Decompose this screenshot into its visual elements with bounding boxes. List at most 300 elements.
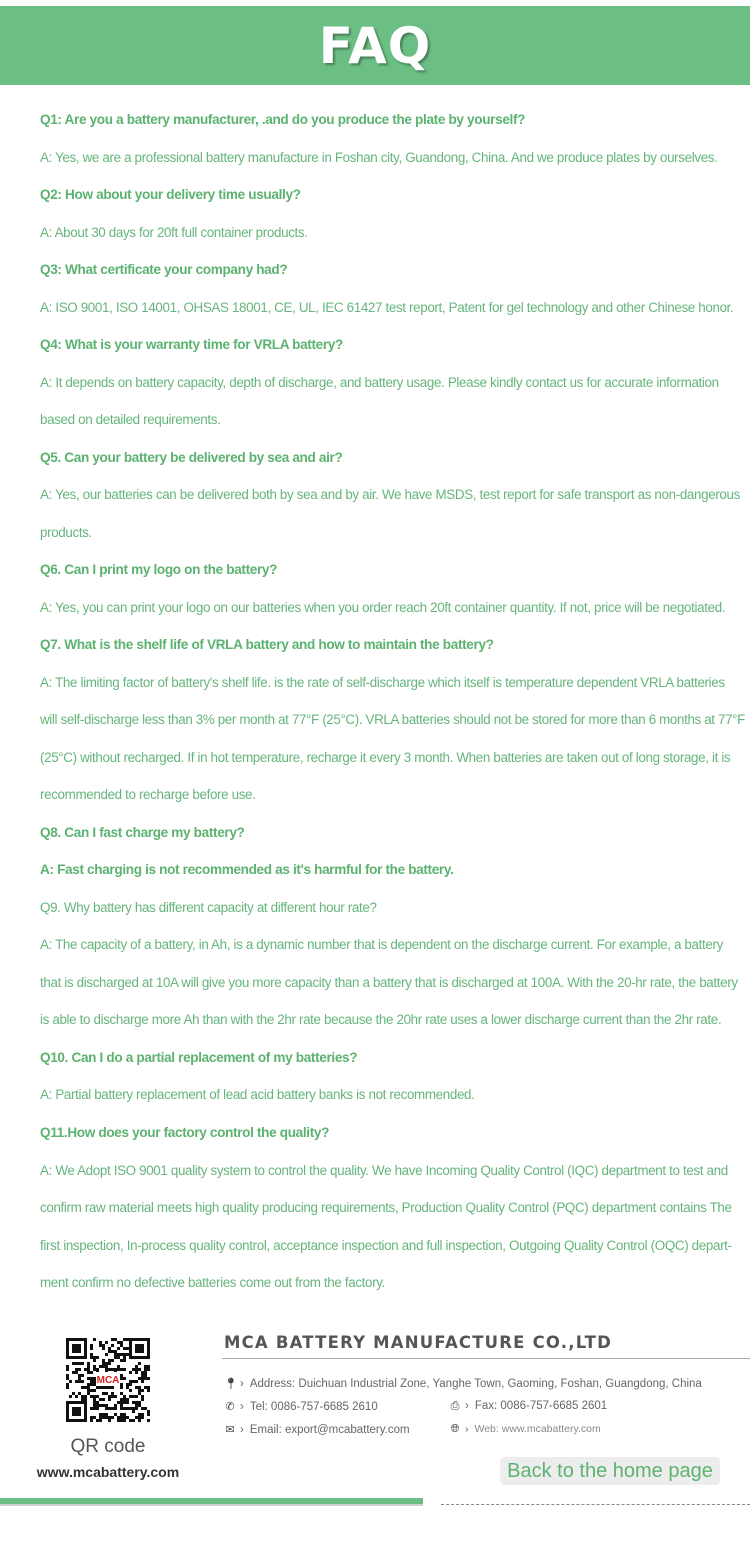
qr-module	[120, 1368, 123, 1371]
qr-module	[111, 1395, 114, 1398]
faq-answer: A: Yes, our batteries can be delivered both by sea and by air. We have MSDS, test report for safe transport as non-dangerous	[40, 487, 740, 502]
qr-module	[96, 1386, 99, 1389]
qr-module	[135, 1404, 138, 1407]
qr-module	[123, 1356, 126, 1359]
faq-answer: ment confirm no defective batteries come out from the factory.	[40, 1275, 385, 1290]
qr-module	[93, 1389, 96, 1392]
qr-module	[123, 1419, 126, 1422]
qr-module	[123, 1359, 126, 1362]
qr-module	[90, 1419, 93, 1422]
qr-module	[147, 1365, 150, 1368]
qr-module	[114, 1395, 117, 1398]
qr-module	[84, 1398, 87, 1401]
qr-module	[138, 1392, 141, 1395]
faq-answer: A: It depends on battery capacity, depth of discharge, and battery usage. Please kindly contact us for accurate information	[40, 375, 719, 390]
qr-module	[147, 1386, 150, 1389]
qr-module	[135, 1365, 138, 1368]
fax-row: ⎙ › Fax: 0086-757-6685 2601	[450, 1400, 608, 1412]
qr-module	[126, 1398, 129, 1401]
qr-module	[138, 1362, 141, 1365]
fax-icon: ⎙	[450, 1400, 460, 1412]
qr-module	[90, 1389, 93, 1392]
phone-icon: ✆	[225, 1401, 235, 1413]
qr-module	[123, 1353, 126, 1356]
qr-module	[93, 1365, 96, 1368]
qr-module	[129, 1383, 132, 1386]
qr-module	[126, 1347, 129, 1350]
qr-module	[96, 1356, 99, 1359]
qr-module	[90, 1347, 93, 1350]
footer-dashed-divider	[441, 1504, 750, 1505]
qr-module	[99, 1419, 102, 1422]
qr-module	[84, 1368, 87, 1371]
qr-module	[87, 1389, 90, 1392]
qr-module	[111, 1368, 114, 1371]
qr-module	[93, 1383, 96, 1386]
faq-question: Q1: Are you a battery manufacturer, .and do you produce the plate by yourself?	[40, 112, 526, 127]
qr-module	[123, 1338, 126, 1341]
qr-module	[99, 1386, 102, 1389]
qr-module	[105, 1386, 108, 1389]
qr-module	[117, 1416, 120, 1419]
qr-module	[132, 1380, 135, 1383]
qr-module	[90, 1395, 93, 1398]
qr-module	[123, 1407, 126, 1410]
qr-module	[102, 1398, 105, 1401]
qr-module	[120, 1383, 123, 1386]
qr-module	[141, 1416, 144, 1419]
qr-module	[135, 1380, 138, 1383]
qr-module	[111, 1344, 114, 1347]
qr-module	[114, 1356, 117, 1359]
qr-module	[72, 1392, 75, 1395]
qr-module	[117, 1341, 120, 1344]
qr-module	[108, 1419, 111, 1422]
website-link[interactable]: www.mcabattery.com	[36, 1464, 180, 1480]
qr-module	[120, 1419, 123, 1422]
faq-question: Q6. Can I print my logo on the battery?	[40, 562, 278, 577]
qr-module	[81, 1395, 84, 1398]
faq-question: Q4: What is your warranty time for VRLA battery?	[40, 337, 343, 352]
qr-module	[123, 1395, 126, 1398]
qr-module	[90, 1377, 93, 1380]
qr-module	[138, 1389, 141, 1392]
faq-question: A: Fast charging is not recommended as it's harmful for the battery.	[40, 862, 454, 877]
qr-module	[114, 1368, 117, 1371]
qr-module	[102, 1413, 105, 1416]
qr-module	[120, 1407, 123, 1410]
qr-module	[138, 1386, 141, 1389]
qr-module	[78, 1362, 81, 1365]
qr-module	[90, 1371, 93, 1374]
qr-module	[141, 1395, 144, 1398]
qr-module	[90, 1416, 93, 1419]
qr-module	[105, 1404, 108, 1407]
qr-module	[105, 1407, 108, 1410]
qr-module	[141, 1374, 144, 1377]
qr-module	[69, 1395, 72, 1398]
qr-module	[102, 1365, 105, 1368]
qr-module	[108, 1407, 111, 1410]
qr-module	[93, 1395, 96, 1398]
qr-module	[117, 1347, 120, 1350]
qr-module	[120, 1392, 123, 1395]
qr-module	[126, 1338, 129, 1341]
qr-module	[75, 1371, 78, 1374]
faq-question: Q7. What is the shelf life of VRLA battery and how to maintain the battery?	[40, 637, 494, 652]
faq-answer: products.	[40, 525, 92, 540]
faq-answer: confirm raw material meets high quality producing requirements, Production Quality Control (PQC) department contains The	[40, 1200, 732, 1215]
qr-module	[138, 1404, 141, 1407]
qr-module	[84, 1386, 87, 1389]
web-text[interactable]: Web: www.mcabattery.com	[474, 1423, 601, 1435]
qr-module	[99, 1341, 102, 1344]
company-divider	[222, 1358, 750, 1359]
qr-module	[138, 1413, 141, 1416]
qr-module	[129, 1419, 132, 1422]
qr-module	[87, 1365, 90, 1368]
faq-answer: A: The limiting factor of battery's shelf life. is the rate of self-discharge which itself is temperature dependent VRLA batteries	[40, 675, 725, 690]
qr-module	[126, 1383, 129, 1386]
qr-module	[105, 1362, 108, 1365]
qr-module	[102, 1386, 105, 1389]
qr-module	[66, 1386, 69, 1389]
page-title: FAQ	[318, 17, 432, 75]
qr-module	[147, 1368, 150, 1371]
qr-module	[78, 1380, 81, 1383]
qr-module	[81, 1386, 84, 1389]
qr-module	[78, 1377, 81, 1380]
qr-module	[66, 1383, 69, 1386]
qr-module	[108, 1362, 111, 1365]
qr-module	[144, 1368, 147, 1371]
qr-module	[132, 1395, 135, 1398]
qr-module	[96, 1395, 99, 1398]
qr-module	[81, 1374, 84, 1377]
qr-module	[102, 1359, 105, 1362]
qr-module	[147, 1413, 150, 1416]
qr-module	[123, 1368, 126, 1371]
qr-module	[102, 1362, 105, 1365]
qr-module	[93, 1416, 96, 1419]
qr-module	[111, 1386, 114, 1389]
company-name: MCA BATTERY MANUFACTURE CO.,LTD	[224, 1333, 613, 1352]
qr-module	[96, 1419, 99, 1422]
qr-module	[93, 1368, 96, 1371]
qr-module	[90, 1383, 93, 1386]
qr-module	[114, 1350, 117, 1353]
qr-module	[72, 1362, 75, 1365]
qr-code-image	[66, 1338, 150, 1422]
qr-module	[123, 1416, 126, 1419]
qr-module	[108, 1368, 111, 1371]
qr-module	[117, 1419, 120, 1422]
qr-module	[126, 1407, 129, 1410]
qr-module	[90, 1353, 93, 1356]
qr-module	[141, 1413, 144, 1416]
faq-answer: A: ISO 9001, ISO 14001, OHSAS 18001, CE, UL, IEC 61427 test report, Patent for gel technology and other Chinese honor.	[40, 300, 734, 315]
qr-module	[111, 1407, 114, 1410]
qr-module	[120, 1359, 123, 1362]
qr-module	[141, 1380, 144, 1383]
faq-answer: recommended to recharge before use.	[40, 787, 256, 802]
fax-text: Fax: 0086-757-6685 2601	[474, 1400, 608, 1412]
qr-module	[87, 1377, 90, 1380]
qr-module	[114, 1407, 117, 1410]
email-row[interactable]: ✉ › Email: export@mcabattery.com	[225, 1424, 410, 1436]
qr-module	[126, 1401, 129, 1404]
faq-answer: is able to discharge more Ah than with the 2hr rate because the 20hr rate uses a lower discharge current than the 2hr rate.	[40, 1012, 722, 1027]
qr-module	[135, 1407, 138, 1410]
email-text[interactable]: Email: export@mcabattery.com	[249, 1424, 410, 1436]
qr-module	[120, 1374, 123, 1377]
qr-module	[102, 1392, 105, 1395]
qr-module	[141, 1389, 144, 1392]
qr-module	[120, 1341, 123, 1344]
qr-module	[99, 1413, 102, 1416]
faq-question: Q2: How about your delivery time usually?	[40, 187, 301, 202]
qr-module	[90, 1356, 93, 1359]
qr-module	[105, 1392, 108, 1395]
qr-module	[66, 1374, 69, 1377]
qr-module	[105, 1416, 108, 1419]
qr-module	[111, 1338, 114, 1341]
qr-module	[96, 1404, 99, 1407]
qr-module	[123, 1401, 126, 1404]
qr-module	[108, 1395, 111, 1398]
qr-module	[120, 1398, 123, 1401]
faq-answer: A: Yes, we are a professional battery manufacture in Foshan city, Guandong, China. And we produce plates by ourselves.	[40, 150, 718, 165]
faq-question: Q10. Can I do a partial replacement of my batteries?	[40, 1050, 358, 1065]
qr-module	[138, 1368, 141, 1371]
address-text: Address: Duichuan Industrial Zone, Yanghe Town, Gaoming, Foshan, Guangdong, China	[249, 1378, 702, 1390]
qr-module	[135, 1386, 138, 1389]
qr-module	[138, 1419, 141, 1422]
qr-module	[93, 1356, 96, 1359]
qr-module	[135, 1401, 138, 1404]
qr-module	[93, 1338, 96, 1341]
qr-module	[87, 1392, 90, 1395]
qr-module	[108, 1350, 111, 1353]
faq-answer: (25°C) without recharged. If in hot temperature, recharge it every 3 month. When batteries are taken out of long storage, it is	[40, 750, 731, 765]
qr-module	[108, 1416, 111, 1419]
faq-answer: A: The capacity of a battery, in Ah, is a dynamic number that is dependent on the discharge current. For example, a battery	[40, 937, 723, 952]
qr-module	[123, 1347, 126, 1350]
qr-module	[93, 1398, 96, 1401]
qr-module	[105, 1341, 108, 1344]
qr-module	[87, 1368, 90, 1371]
qr-module	[111, 1359, 114, 1362]
tel-row: ✆ › Tel: 0086-757-6685 2610	[225, 1401, 378, 1413]
qr-module	[120, 1413, 123, 1416]
qr-module	[120, 1401, 123, 1404]
qr-module	[144, 1407, 147, 1410]
qr-module	[120, 1353, 123, 1356]
qr-module	[72, 1371, 75, 1374]
qr-module	[135, 1368, 138, 1371]
qr-module	[96, 1407, 99, 1410]
qr-module	[117, 1365, 120, 1368]
qr-module	[102, 1404, 105, 1407]
qr-module	[147, 1410, 150, 1413]
qr-module	[93, 1377, 96, 1380]
qr-module	[135, 1416, 138, 1419]
qr-module	[108, 1347, 111, 1350]
faq-question: Q3: What certificate your company had?	[40, 262, 288, 277]
qr-module	[81, 1398, 84, 1401]
faq-answer: first inspection, In-process quality control, acceptance inspection and full inspection, Outgoing Quality Control (OQC) depart-	[40, 1238, 732, 1253]
location-pin-icon: 📍︎	[224, 1378, 238, 1390]
qr-module	[108, 1359, 111, 1362]
qr-module	[90, 1380, 93, 1383]
faq-answer: Q9. Why battery has different capacity at different hour rate?	[40, 900, 377, 915]
qr-module	[90, 1344, 93, 1347]
qr-module	[69, 1380, 72, 1383]
footer-gray-bar	[0, 1504, 423, 1506]
qr-module	[144, 1377, 147, 1380]
qr-module	[99, 1416, 102, 1419]
qr-module	[90, 1407, 93, 1410]
faq-answer: that is discharged at 10A will give you more capacity than a battery that is discharged at 100A. With the 20-hr rate, the battery	[40, 975, 738, 990]
qr-module	[138, 1401, 141, 1404]
qr-module	[99, 1365, 102, 1368]
qr-module	[117, 1368, 120, 1371]
qr-module	[141, 1407, 144, 1410]
qr-module	[81, 1380, 84, 1383]
qr-module	[93, 1380, 96, 1383]
qr-module	[126, 1353, 129, 1356]
qr-module	[87, 1386, 90, 1389]
address-row: 📍︎ › Address: Duichuan Industrial Zone, Yanghe Town, Gaoming, Foshan, Guangdong, China	[224, 1378, 702, 1390]
qr-module	[81, 1362, 84, 1365]
qr-module	[141, 1398, 144, 1401]
qr-module	[78, 1374, 81, 1377]
qr-module	[102, 1347, 105, 1350]
globe-icon: 🌐︎	[450, 1423, 460, 1435]
qr-module	[111, 1350, 114, 1353]
qr-module	[96, 1401, 99, 1404]
web-row[interactable]: 🌐︎ › Web: www.mcabattery.com	[450, 1423, 601, 1435]
qr-module	[129, 1407, 132, 1410]
qr-module	[114, 1404, 117, 1407]
qr-module	[105, 1365, 108, 1368]
qr-module	[78, 1368, 81, 1371]
qr-module	[75, 1368, 78, 1371]
qr-module	[108, 1386, 111, 1389]
qr-module	[99, 1398, 102, 1401]
qr-module	[93, 1407, 96, 1410]
qr-module	[117, 1356, 120, 1359]
qr-module	[120, 1386, 123, 1389]
qr-module	[123, 1413, 126, 1416]
qr-module	[129, 1380, 132, 1383]
qr-module	[75, 1362, 78, 1365]
qr-module	[114, 1338, 117, 1341]
qr-module	[66, 1365, 69, 1368]
qr-module	[75, 1380, 78, 1383]
qr-module	[138, 1416, 141, 1419]
qr-module	[126, 1416, 129, 1419]
qr-logo-text: MCA	[96, 1375, 120, 1386]
qr-module	[66, 1368, 69, 1371]
faq-question: Q5. Can your battery be delivered by sea and air?	[40, 450, 343, 465]
qr-module	[117, 1353, 120, 1356]
faq-answer: based on detailed requirements.	[40, 412, 221, 427]
qr-module	[105, 1413, 108, 1416]
qr-module	[123, 1398, 126, 1401]
qr-module	[111, 1416, 114, 1419]
qr-module	[132, 1401, 135, 1404]
qr-module	[120, 1404, 123, 1407]
qr-module	[147, 1389, 150, 1392]
qr-module	[129, 1389, 132, 1392]
qr-module	[99, 1404, 102, 1407]
qr-module	[111, 1392, 114, 1395]
qr-module	[117, 1401, 120, 1404]
faq-question: Q8. Can I fast charge my battery?	[40, 825, 245, 840]
qr-module	[66, 1377, 69, 1380]
qr-module	[129, 1395, 132, 1398]
qr-module	[126, 1386, 129, 1389]
faq-answer: A: About 30 days for 20ft full container products.	[40, 225, 308, 240]
qr-module	[87, 1371, 90, 1374]
qr-module	[114, 1413, 117, 1416]
back-to-home-button[interactable]: Back to the home page	[500, 1457, 720, 1485]
qr-module	[144, 1371, 147, 1374]
qr-module	[93, 1401, 96, 1404]
qr-module	[144, 1386, 147, 1389]
envelope-icon: ✉	[225, 1424, 235, 1436]
qr-code-label: QR code	[70, 1436, 146, 1457]
faq-question: Q11.How does your factory control the quality?	[40, 1125, 330, 1140]
qr-module	[93, 1404, 96, 1407]
qr-module	[102, 1416, 105, 1419]
qr-module	[147, 1377, 150, 1380]
qr-module	[144, 1374, 147, 1377]
qr-module	[84, 1395, 87, 1398]
qr-module	[105, 1353, 108, 1356]
qr-module	[96, 1368, 99, 1371]
qr-module	[120, 1377, 123, 1380]
qr-module	[87, 1362, 90, 1365]
qr-module	[129, 1371, 132, 1374]
qr-module	[93, 1359, 96, 1362]
qr-module	[114, 1353, 117, 1356]
qr-module	[87, 1383, 90, 1386]
qr-module	[135, 1371, 138, 1374]
faq-answer: A: Partial battery replacement of lead acid battery banks is not recommended.	[40, 1087, 475, 1102]
faq-answer: A: We Adopt ISO 9001 quality system to control the quality. We have Incoming Quality Control (IQC) department to test and	[40, 1163, 728, 1178]
qr-module	[135, 1395, 138, 1398]
qr-module	[120, 1344, 123, 1347]
qr-module	[147, 1419, 150, 1422]
qr-module	[78, 1392, 81, 1395]
qr-module	[132, 1407, 135, 1410]
qr-module	[120, 1416, 123, 1419]
qr-module	[75, 1395, 78, 1398]
qr-module	[105, 1368, 108, 1371]
faq-banner	[0, 6, 750, 85]
qr-module	[138, 1377, 141, 1380]
qr-module	[99, 1344, 102, 1347]
qr-module	[144, 1365, 147, 1368]
faq-answer: A: Yes, you can print your logo on our batteries when you order reach 20ft container quantity. If not, price will be negotiated.	[40, 600, 726, 615]
qr-module	[141, 1377, 144, 1380]
tel-text: Tel: 0086-757-6685 2610	[249, 1401, 378, 1413]
qr-module	[132, 1419, 135, 1422]
qr-module	[132, 1368, 135, 1371]
qr-module	[141, 1371, 144, 1374]
